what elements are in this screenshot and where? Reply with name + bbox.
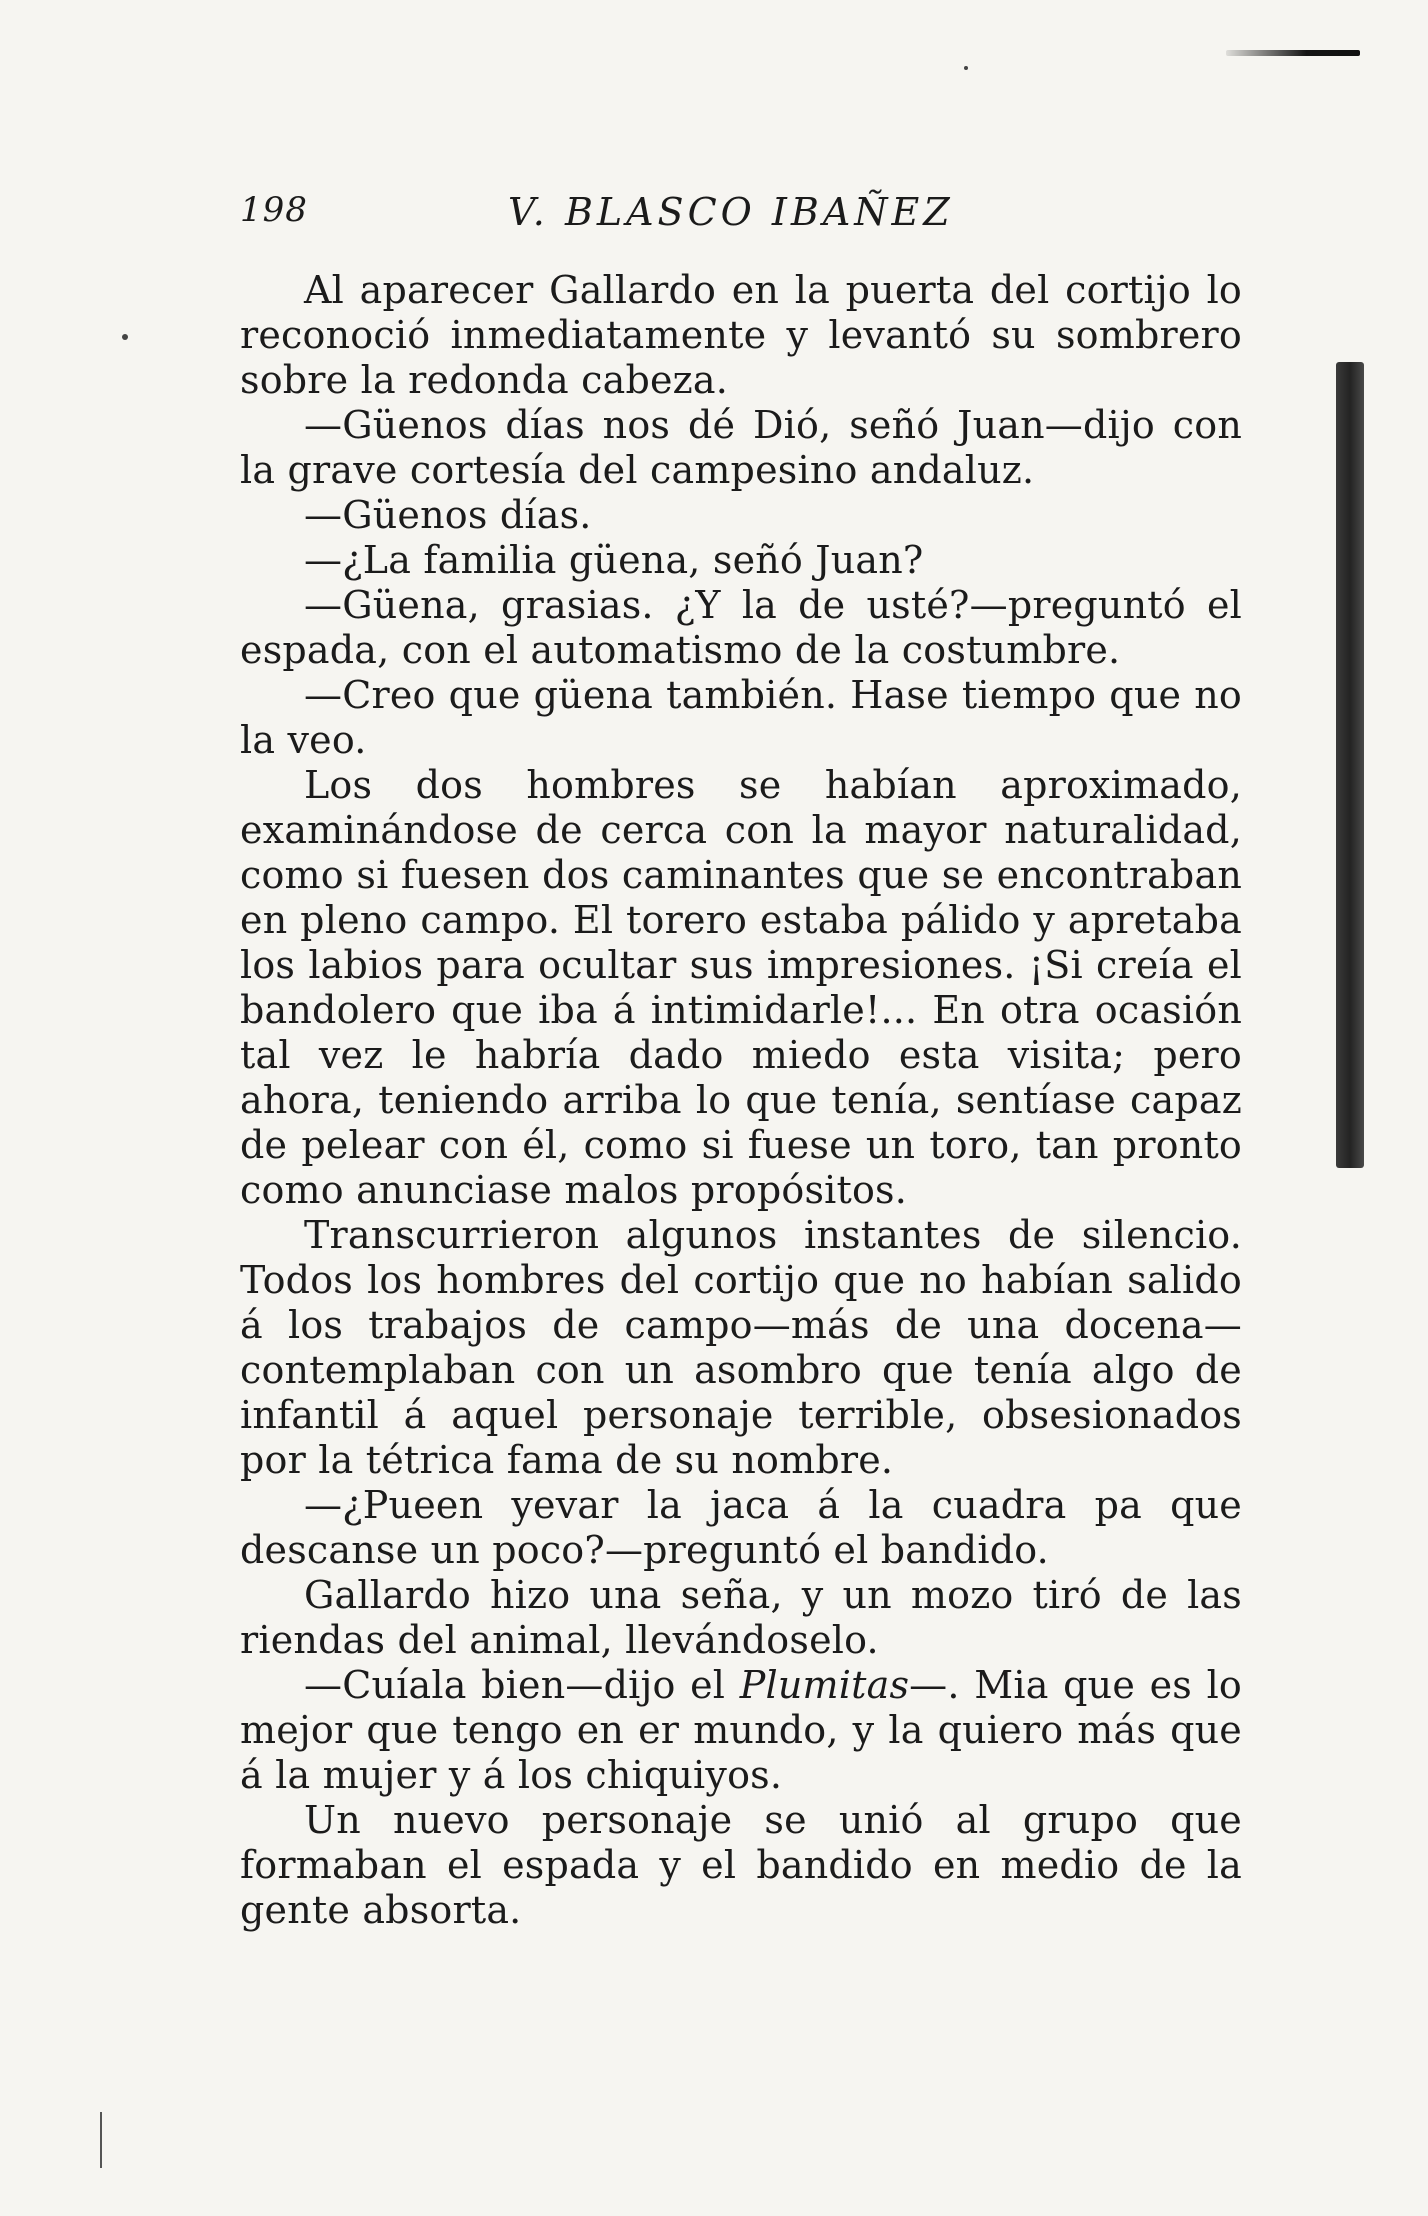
paragraph-segment: —. Mia que es lo mejor que tengo en er mundo, y la quiero más que á la mujer y á los chiquiyos. xyxy=(240,1663,1243,1797)
paragraph: —Güenos días. xyxy=(304,493,592,537)
scan-speck xyxy=(122,334,128,340)
paragraph: Gallardo hizo una seña, y un mozo tiró de las riendas del animal, llevándoselo. xyxy=(240,1573,1242,1662)
paragraph: Los dos hombres se habían aproximado, examinándose de cerca con la mayor naturalidad, como si fuesen dos caminantes que se encontraban en pleno campo. El torero estaba pálido y apretaba los labios para ocultar sus impresiones. ¡Si creía el bandolero que iba á intimidarle!... En otra ocasión tal vez le habría dado miedo esta visita; pero ahora, teniendo arriba lo que tenía, sentíase capaz de pelear con él, como si fuese un toro, tan pronto como anunciase malos propósitos. xyxy=(240,763,1242,1212)
paragraph: —Güena, grasias. ¿Y la de usté?—preguntó el espada, con el automatismo de la costumbre. xyxy=(240,583,1242,672)
paragraph-segment: —Cuíala bien—dijo el xyxy=(304,1663,740,1707)
paragraph: Transcurrieron algunos instantes de silencio. Todos los hombres del cortijo que no habían salido á los trabajos de campo—más de una docena—contemplaban con un asombro que tenía algo de infantil á aquel personaje terrible, obsesionados por la tétrica fama de su nombre. xyxy=(240,1213,1242,1482)
running-title: V. BLASCO IBAÑEZ xyxy=(508,190,954,234)
scan-artifact-top xyxy=(1226,50,1360,56)
paragraph: —Creo que güena también. Hase tiempo que no la veo. xyxy=(240,673,1242,762)
character-name-italic: Plumitas xyxy=(739,1663,910,1707)
paragraph: —¿La familia güena, señó Juan? xyxy=(304,538,924,582)
scan-artifact-right-edge xyxy=(1336,362,1364,1168)
paragraph: —Güenos días nos dé Dió, señó Juan—dijo con la grave cortesía del campesino andaluz. xyxy=(240,403,1242,492)
page-number: 198 xyxy=(240,190,308,230)
scan-artifact-left-line xyxy=(100,2112,102,2168)
body-text xyxy=(240,268,1242,1933)
paragraph-cuiala xyxy=(240,1663,1242,1798)
paragraph: —¿Pueen yevar la jaca á la cuadra pa que descanse un poco?—preguntó el bandido. xyxy=(240,1483,1242,1572)
page-header xyxy=(240,186,1240,246)
paragraph: Al aparecer Gallardo en la puerta del cortijo lo reconoció inmediatamente y levantó su sombrero sobre la redonda cabeza. xyxy=(240,268,1242,402)
paragraph: Un nuevo personaje se unió al grupo que formaban el espada y el bandido en medio de la gente absorta. xyxy=(240,1798,1242,1932)
scan-speck xyxy=(964,66,968,70)
